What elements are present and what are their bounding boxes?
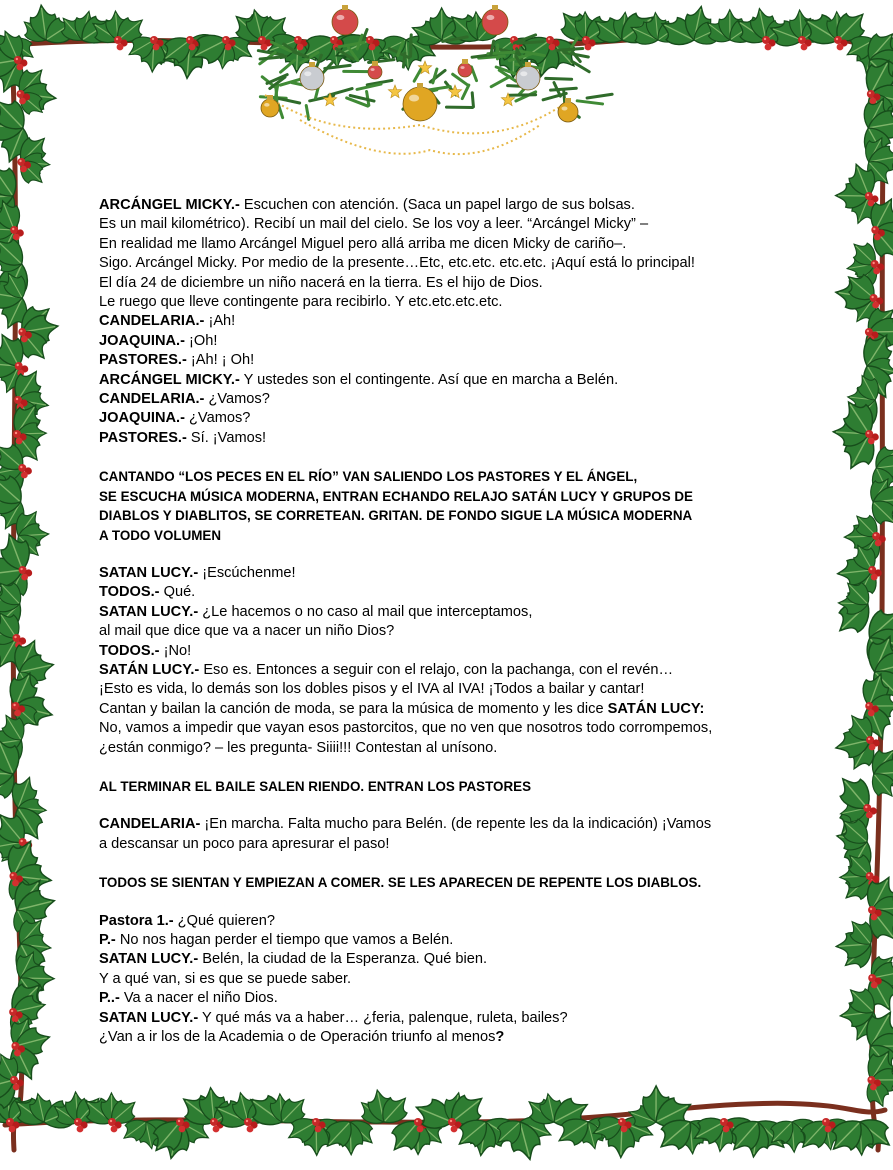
dialogue-text: ¡Ah! [204,313,236,330]
dialogue-line [99,429,799,448]
dialogue-text: No nos hagan perder el tiempo que vamos a Belén. [115,932,454,948]
dialogue-text: Eso es. Entonces a seguir con el relajo, con la pachanga, con el revén… [199,661,674,678]
dialogue-text: Y a qué van, si es que se puede saber. [99,970,352,987]
speaker-name: CANDELARIA.- [99,391,205,408]
speaker-name: JOAQUINA.- [99,332,185,349]
dialogue-line [99,371,799,390]
dialogue-text: ¿Vamos? [204,391,270,408]
dialogue-text: ¿Qué quieren? [173,912,276,929]
speaker-name: PASTORES.- [99,429,187,446]
speaker-name: Pastora 1.- [99,912,174,929]
dialogue-line [99,950,799,969]
speaker-name: TODOS.- [99,584,160,601]
stage-direction: TODOS SE SIENTAN Y EMPIEZAN A COMER. SE LES APARECEN DE REPENTE LOS DIABLOS. [99,875,702,891]
dialogue-line [99,661,799,680]
speaker-name: ? [495,1029,505,1046]
speaker-name: SATÁN LUCY.- [99,661,200,678]
dialogue-line [99,583,799,602]
dialogue-line [99,196,799,215]
dialogue-line [99,390,799,409]
dialogue-line [99,215,799,234]
speaker-name: SATAN LUCY.- [99,603,199,620]
dialogue-text: ¿Vamos? [184,410,251,427]
speaker-name: P..- [99,990,120,1007]
dialogue-line [99,274,799,293]
dialogue-line [99,642,799,661]
speaker-name: ARCÁNGEL MICKY.- [99,197,240,213]
dialogue-line [99,912,799,931]
dialogue-line [99,700,799,719]
dialogue-text: Belén, la ciudad de la Esperanza. Qué bien. [198,951,488,968]
dialogue-line [99,235,799,254]
dialogue-text: ¡Escúchenme! [198,564,296,581]
dialogue-text: Y ustedes son el contingente. Así que en marcha a Belén. [239,371,619,388]
dialogue-line [99,989,799,1008]
speaker-name: P.- [99,932,116,948]
dialogue-text: Le ruego que lleve contingente para recibirlo. Y etc.etc.etc.etc. [99,294,503,311]
dialogue-line [99,835,799,854]
dialogue-line [99,603,799,622]
dialogue-line [99,739,799,758]
dialogue-line [99,931,799,950]
speaker-name: SATAN LUCY.- [99,564,199,581]
blank-line [99,758,799,777]
speaker-name: TODOS.- [99,642,160,659]
dialogue-text: Va a nacer el niño Dios. [119,990,278,1007]
dialogue-text: En realidad me llamo Arcángel Miguel pero allá arriba me dicen Micky de cariño–. [99,235,627,252]
script-text [99,196,799,1047]
speaker-name: SATAN LUCY.- [99,1009,199,1026]
dialogue-line [99,332,799,351]
dialogue-text: a descansar un poco para apresurar el paso! [99,835,390,852]
dialogue-text: Y qué más va a haber… ¿feria, palenque, ruleta, bailes? [198,1009,568,1026]
blank-line [99,796,799,815]
dialogue-text: ¿Van a ir los de la Academia o de Operación triunfo al menos [99,1029,496,1046]
stage-direction: AL TERMINAR EL BAILE SALEN RIENDO. ENTRAN LOS PASTORES [99,778,532,794]
stage-direction: CANTANDO “LOS PECES EN EL RÍO” VAN SALIENDO LOS PASTORES Y EL ÁNGEL, [99,469,638,485]
blank-line [99,545,799,564]
speaker-name: CANDELARIA- [99,816,201,833]
dialogue-line [99,815,799,834]
dialogue-text: Escuchen con atención. (Saca un papel largo de sus bolsas. [239,197,635,213]
dialogue-line [99,351,799,370]
speaker-name: ARCÁNGEL MICKY.- [99,371,240,388]
dialogue-text: Sí. ¡Vamos! [186,429,267,446]
speaker-name: JOAQUINA.- [99,410,185,427]
dialogue-text: ¡En marcha. Falta mucho para Belén. (de repente les da la indicación) ¡Vamos [200,816,712,833]
speaker-name: CANDELARIA.- [99,313,205,330]
dialogue-line [99,719,799,738]
stage-direction: SE ESCUCHA MÚSICA MODERNA, ENTRAN ECHANDO RELAJO SATÁN LUCY Y GRUPOS DE [99,488,693,504]
stage-direction: A TODO VOLUMEN [99,527,222,543]
dialogue-text: Qué. [159,584,196,601]
dialogue-text: El día 24 de diciembre un niño nacerá en la tierra. Es el hijo de Dios. [99,274,543,291]
dialogue-text: ¿están conmigo? – les pregunta- Siiii!!! Contestan al unísono. [99,739,498,756]
dialogue-line [99,1009,799,1028]
dialogue-line [99,312,799,331]
dialogue-text: No, vamos a impedir que vayan esos pastorcitos, que no ven que nosotros todo corrompemos, [99,720,713,737]
dialogue-line [99,564,799,583]
dialogue-text: ¡Ah! ¡ Oh! [186,352,255,369]
dialogue-line [99,622,799,641]
dialogue-text: Sigo. Arcángel Micky. Por medio de la presente…Etc, etc.etc. etc.etc. ¡Aquí está lo principal! [99,255,695,272]
stage-direction: DIABLOS Y DIABLITOS, SE CORRETEAN. GRITAN. DE FONDO SIGUE LA MÚSICA MODERNA [99,508,693,524]
dialogue-line [99,680,799,699]
dialogue-line [99,1028,799,1047]
speaker-name: SATAN LUCY.- [99,951,199,968]
blank-line [99,854,799,873]
dialogue-text: Es un mail kilométrico). Recibí un mail del cielo. Se los voy a leer. “Arcángel Micky” – [99,216,649,233]
dialogue-line [99,293,799,312]
dialogue-text: Cantan y bailan la canción de moda, se para la música de momento y les dice [99,700,608,717]
dialogue-line [99,409,799,428]
dialogue-text: ¡Esto es vida, lo demás son los dobles pisos y el IVA al IVA! ¡Todos a bailar y cantar! [99,681,645,698]
speaker-name: SATÁN LUCY: [607,700,705,717]
dialogue-line [99,254,799,273]
speaker-name: PASTORES.- [99,352,187,369]
dialogue-text: al mail que dice que va a nacer un niño Dios? [99,623,395,640]
blank-line [99,448,799,467]
dialogue-text: ¡Oh! [184,332,218,349]
dialogue-text: ¡No! [159,642,192,659]
blank-line [99,893,799,912]
dialogue-line [99,970,799,989]
dialogue-text: ¿Le hacemos o no caso al mail que interceptamos, [198,603,533,620]
